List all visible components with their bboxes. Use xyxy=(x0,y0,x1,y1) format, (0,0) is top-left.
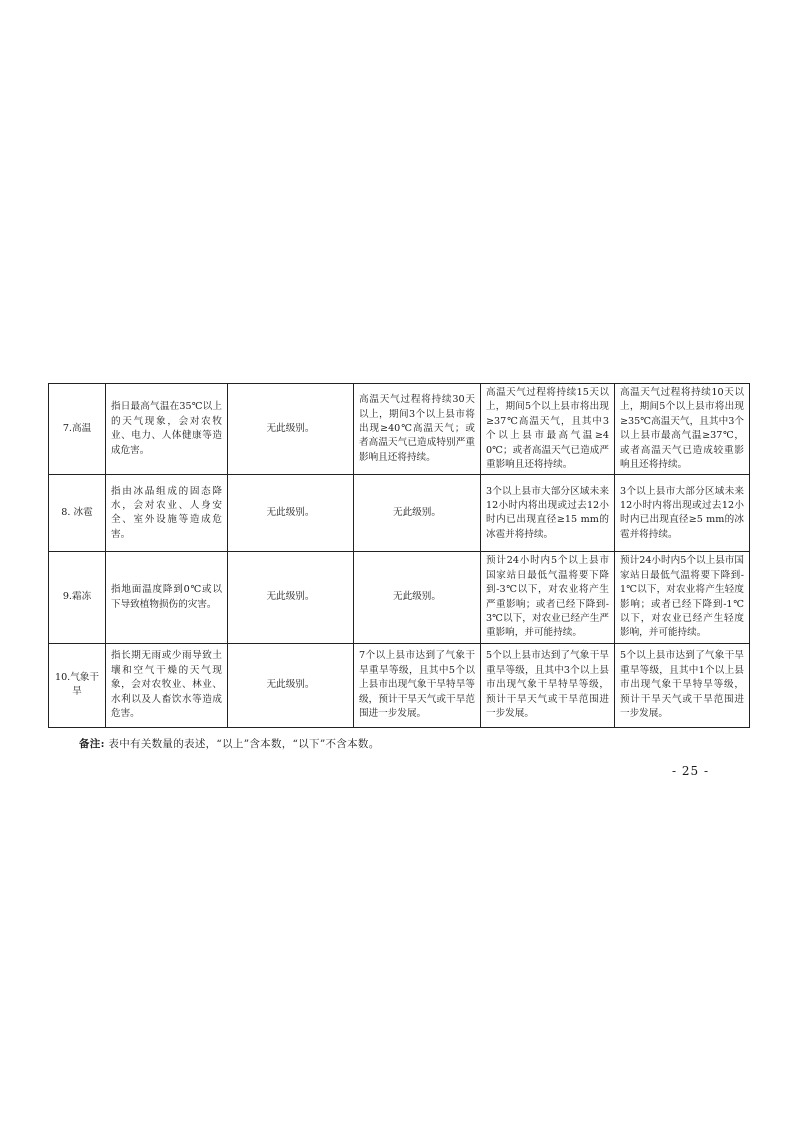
hazard-type-cell: 9.霜冻 xyxy=(49,552,106,643)
orange-level-cell: 7个以上县市达到了气象干旱重旱等级，且其中5个以上县市出现气象干旱特旱等级，预计干旱天气或干旱范围进一步发展。 xyxy=(354,643,481,727)
definition-cell: 指地面温度降到0℃或以下导致植物损伤的灾害。 xyxy=(106,552,228,643)
orange-level-cell: 高温天气过程将持续30天以上，期间3个以上县市将出现≥40℃高温天气；或者高温天气已造成特别严重影响且还将持续。 xyxy=(354,384,481,475)
table-row xyxy=(49,552,750,643)
definition-cell: 指长期无雨或少雨导致土壤和空气干燥的天气现象，会对农牧业、林业、水利以及人畜饮水等造成危害。 xyxy=(106,643,228,727)
table-row xyxy=(49,475,750,552)
blue-level-cell: 高温天气过程将持续10天以上，期间5个以上县市将出现≥35℃高温天气，且其中3个以上县市最高气温≥37℃，或者高温天气已造成较重影响且还将持续。 xyxy=(615,384,750,475)
red-level-cell: 无此级别。 xyxy=(228,475,354,552)
red-level-cell: 无此级别。 xyxy=(228,552,354,643)
hazard-type-cell: 7.高温 xyxy=(49,384,106,475)
page-number: - 25 - xyxy=(672,764,710,778)
yellow-level-cell: 3个以上县市大部分区域未来12小时内将出现或过去12小时内已出现直径≥15 mm的冰雹并将持续。 xyxy=(481,475,615,552)
orange-level-cell: 无此级别。 xyxy=(354,475,481,552)
hazard-type-cell: 8. 冰雹 xyxy=(49,475,106,552)
blue-level-cell: 5个以上县市达到了气象干旱重旱等级，且其中1个以上县市出现气象干旱特旱等级，预计干旱天气或干旱范围进一步发展。 xyxy=(615,643,750,727)
orange-level-cell: 无此级别。 xyxy=(354,552,481,643)
footnote-text: 表中有关数量的表述，“以上”含本数，“以下”不含本数。 xyxy=(108,738,380,750)
table-footnote xyxy=(79,736,380,751)
yellow-level-cell: 高温天气过程将持续15天以上，期间5个以上县市将出现≥37℃高温天气，且其中3个以上县市最高气温≥40℃；或者高温天气已造成严重影响且还将持续。 xyxy=(481,384,615,475)
red-level-cell: 无此级别。 xyxy=(228,643,354,727)
yellow-level-cell: 预计24小时内5个以上县市国家站日最低气温将要下降到-3℃以下，对农业将产生严重影响；或者已经下降到-3℃以下，对农业已经产生严重影响，并可能持续。 xyxy=(481,552,615,643)
definition-cell: 指由冰晶组成的固态降水，会对农业、人身安全、室外设施等造成危害。 xyxy=(106,475,228,552)
table-row xyxy=(49,384,750,475)
definition-cell: 指日最高气温在35℃以上的天气现象，会对农牧业、电力、人体健康等造成危害。 xyxy=(106,384,228,475)
yellow-level-cell: 5个以上县市达到了气象干旱重旱等级，且其中3个以上县市出现气象干旱特旱等级，预计干旱天气或干旱范围进一步发展。 xyxy=(481,643,615,727)
blue-level-cell: 预计24小时内5个以上县市国家站日最低气温将要下降到-1℃以下，对农业将产生轻度影响；或者已经下降到-1℃以下，对农业已经产生轻度影响，并可能持续。 xyxy=(615,552,750,643)
hazard-type-cell: 10.气象干旱 xyxy=(49,643,106,727)
blue-level-cell: 3个以上县市大部分区域未来12小时内将出现或过去12小时内已出现直径≥5 mm的冰雹并将持续。 xyxy=(615,475,750,552)
red-level-cell: 无此级别。 xyxy=(228,384,354,475)
weather-warning-table xyxy=(48,383,750,728)
footnote-label: 备注: xyxy=(79,738,105,750)
table-row xyxy=(49,643,750,727)
